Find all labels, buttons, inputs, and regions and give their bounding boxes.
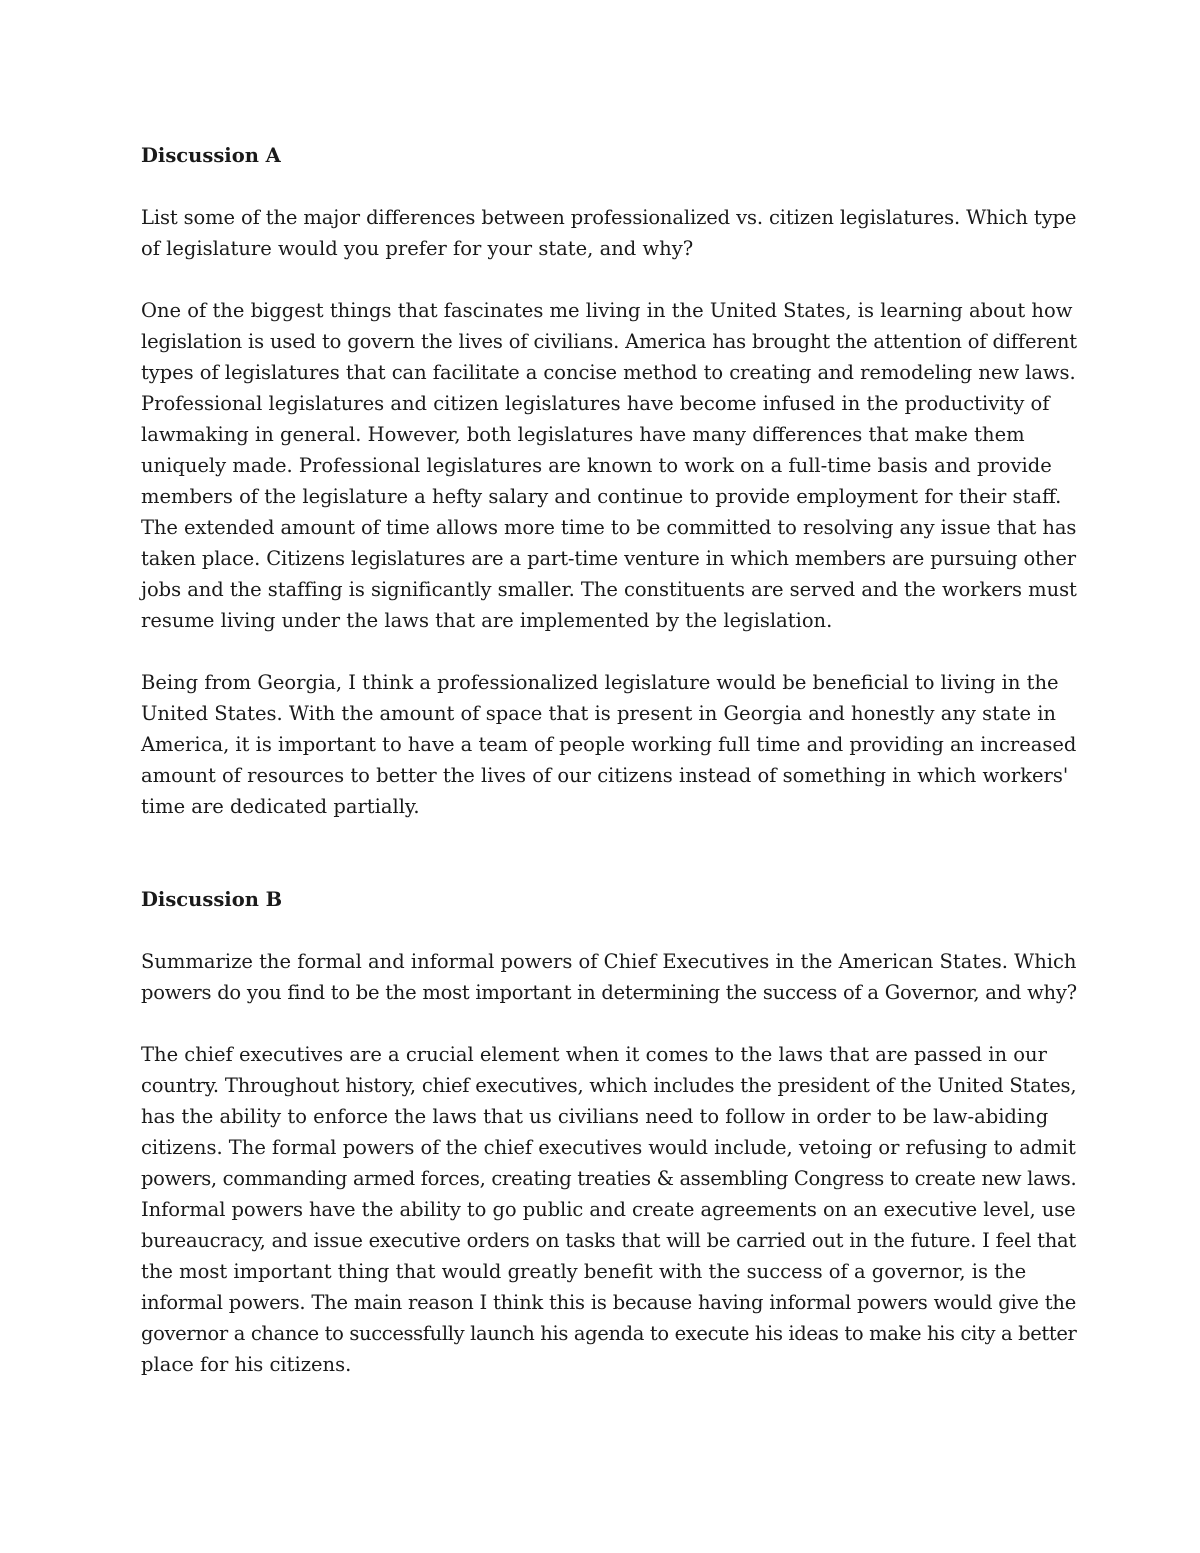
- text-line: lawmaking in general. However, both legislatures have many differences that make them: [141, 423, 1025, 446]
- text-line: legislation is used to govern the lives of civilians. America has brought the attention of different: [141, 330, 1077, 353]
- text-line: country. Throughout history, chief executives, which includes the president of the United States,: [141, 1074, 1077, 1097]
- text-line: powers do you find to be the most important in determining the success of a Governor, and why?: [141, 981, 1077, 1004]
- text-line: Informal powers have the ability to go public and create agreements on an executive level, use: [141, 1198, 1076, 1221]
- text-line: taken place. Citizens legislatures are a part-time venture in which members are pursuing other: [141, 547, 1076, 570]
- question-paragraph: [141, 202, 1077, 264]
- text-line: bureaucracy, and issue executive orders on tasks that will be carried out in the future. I feel that: [141, 1229, 1077, 1252]
- text-line: Being from Georgia, I think a professionalized legislature would be beneficial to living in the: [141, 671, 1059, 694]
- answer-paragraph: [141, 667, 1077, 822]
- section-title: Discussion A: [141, 144, 281, 167]
- text-line: jobs and the staffing is significantly smaller. The constituents are served and the workers must: [141, 578, 1077, 601]
- document-body: [141, 140, 1077, 1411]
- answer-paragraph: [141, 295, 1077, 636]
- section-title: Discussion B: [141, 888, 283, 911]
- text-line: The chief executives are a crucial element when it comes to the laws that are passed in our: [141, 1043, 1047, 1066]
- text-line: types of legislatures that can facilitate a concise method to creating and remodeling new laws.: [141, 361, 1076, 384]
- text-line: One of the biggest things that fascinates me living in the United States, is learning about how: [141, 299, 1073, 322]
- text-line: informal powers. The main reason I think this is because having informal powers would give the: [141, 1291, 1077, 1314]
- text-line: uniquely made. Professional legislatures are known to work on a full-time basis and provide: [141, 454, 1052, 477]
- text-line: members of the legislature a hefty salary and continue to provide employment for their staff.: [141, 485, 1062, 508]
- text-line: place for his citizens.: [141, 1353, 352, 1376]
- text-line: The extended amount of time allows more time to be committed to resolving any issue that has: [141, 516, 1077, 539]
- text-line: powers, commanding armed forces, creating treaties & assembling Congress to create new laws.: [141, 1167, 1077, 1190]
- text-line: Summarize the formal and informal powers of Chief Executives in the American States. Which: [141, 950, 1077, 973]
- text-line: of legislature would you prefer for your state, and why?: [141, 237, 694, 260]
- question-paragraph: [141, 946, 1077, 1008]
- text-line: List some of the major differences between professionalized vs. citizen legislatures. Which type: [141, 206, 1077, 229]
- text-line: Professional legislatures and citizen legislatures have become infused in the productivity of: [141, 392, 1050, 415]
- text-line: America, it is important to have a team of people working full time and providing an increased: [141, 733, 1077, 756]
- text-line: United States. With the amount of space that is present in Georgia and honestly any state in: [141, 702, 1056, 725]
- text-line: governor a chance to successfully launch his agenda to execute his ideas to make his city a better: [141, 1322, 1077, 1345]
- text-line: resume living under the laws that are implemented by the legislation.: [141, 609, 833, 632]
- answer-paragraph: [141, 1039, 1077, 1380]
- text-line: the most important thing that would greatly benefit with the success of a governor, is the: [141, 1260, 1027, 1283]
- text-line: has the ability to enforce the laws that us civilians need to follow in order to be law-abiding: [141, 1105, 1049, 1128]
- section-discussion-a: [141, 140, 1077, 822]
- text-line: amount of resources to better the lives of our citizens instead of something in which workers': [141, 764, 1069, 787]
- section-spacer: [141, 853, 1071, 884]
- text-line: time are dedicated partially.: [141, 795, 420, 818]
- text-line: citizens. The formal powers of the chief executives would include, vetoing or refusing to admit: [141, 1136, 1076, 1159]
- section-discussion-b: [141, 884, 1077, 1380]
